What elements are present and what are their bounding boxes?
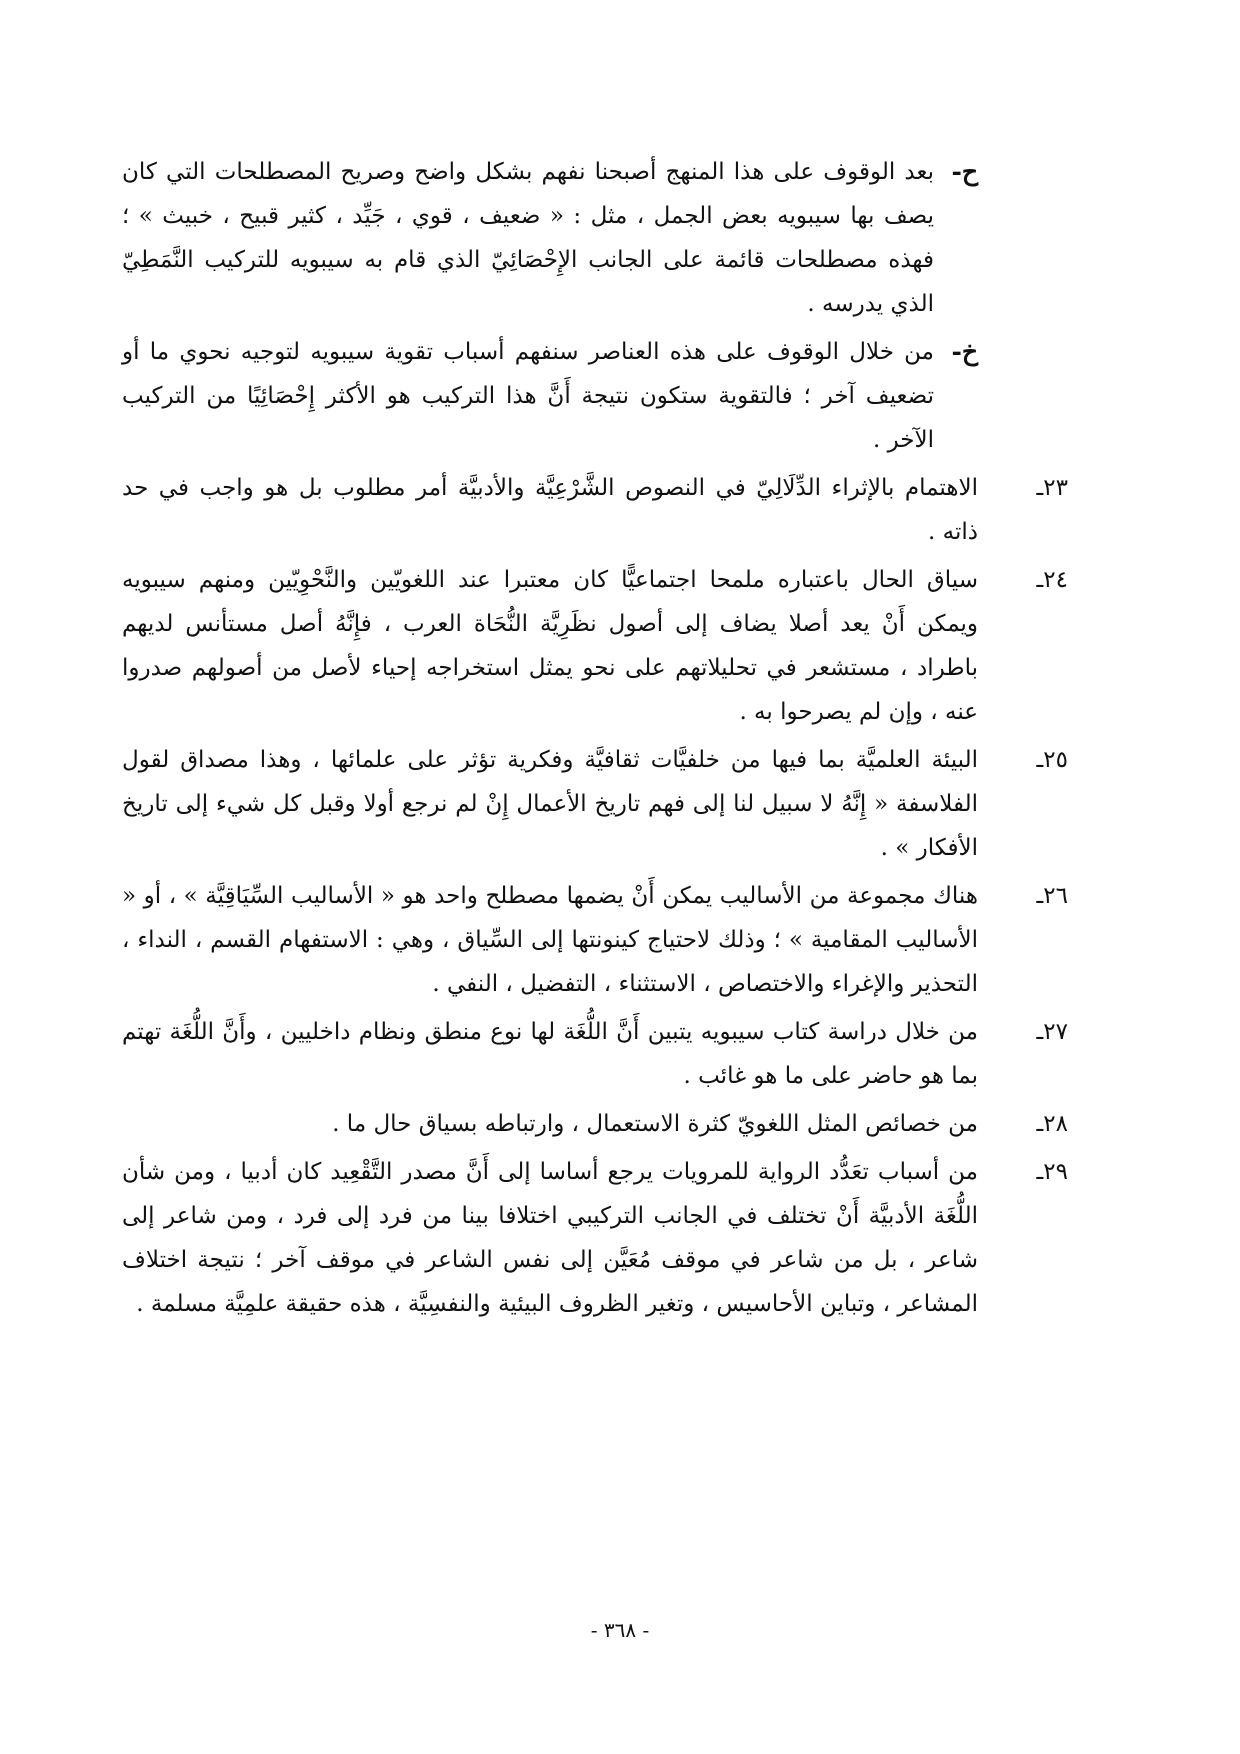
list-item-29 — [122, 1150, 1068, 1326]
item-text: من خلال الوقوف على هذه العناصر سنفهم أسباب تقوية سيبويه لتوجيه نحوي ما أو تضعيف آخر ؛ فالتقوية ستكون نتيجة أَنَّ هذا التركيب هو الأكثر إِحْصَائِيًا من التركيب الآخر . — [122, 339, 934, 453]
item-marker: ٢٧ـ — [1036, 1019, 1068, 1045]
item-marker: ح- — [951, 157, 978, 186]
item-marker: ٢٦ـ — [1036, 883, 1068, 909]
item-text: من خصائص المثل اللغويّ كثرة الاستعمال ، وارتباطه بسياق حال ما . — [332, 1111, 978, 1137]
item-text: البيئة العلميَّة بما فيها من خلفيَّات ثقافيَّة وفكرية تؤثر على علمائها ، وهذا مصداق لقول الفلاسفة « إِنَّهُ لا سبيل لنا إلى فهم تاريخ الأعمال إِنْ لم نرجع أولا وقبل كل شيء إلى تاريخ الأفكار » . — [122, 747, 978, 861]
item-marker: ٢٤ـ — [1036, 567, 1068, 593]
item-marker: ٢٩ـ — [1036, 1159, 1068, 1185]
list-item-23 — [122, 466, 1068, 554]
list-item-26 — [122, 874, 1068, 1006]
list-item-kha — [122, 330, 978, 462]
list-item-24 — [122, 558, 1068, 734]
item-text: من أسباب تعَدُّد الرواية للمرويات يرجع أساسا إلى أَنَّ مصدر التَّقْعِيد كان أدبيا ، ومن شأن اللُّغَة الأدبيَّة أَنْ تختلف في الجانب التركيبي اختلافا بينا من فرد إلى فرد ، ومن شاعر إلى شاعر ، بل من شاعر في موقف مُعَيَّن إلى نفس الشاعر في موقف آخر ؛ نتيجة اختلاف المشاعر ، وتباين الأحاسيس ، وتغير الظروف البيئية والنفسِيَّة ، هذه حقيقة علمِيَّة مسلمة . — [122, 1159, 978, 1317]
item-marker: ٢٣ـ — [1036, 475, 1068, 501]
page-number: - ٣٦٨ - — [590, 1618, 650, 1642]
item-text: الاهتمام بالإثراء الدِّلَالِيّ في النصوص الشَّرْعِيَّة والأدبيَّة أمر مطلوب بل هو واجب في حد ذاته . — [122, 475, 979, 545]
list-item-28 — [122, 1102, 1068, 1146]
list-item-25 — [122, 738, 1068, 870]
item-marker: ٢٨ـ — [1036, 1111, 1068, 1137]
list-item-27 — [122, 1010, 1068, 1098]
page-content — [122, 150, 1068, 1326]
item-marker: خ- — [951, 337, 978, 366]
list-item-ha — [122, 150, 978, 326]
item-text: من خلال دراسة كتاب سيبويه يتبين أَنَّ اللُّغَة لها نوع منطق ونظام داخليين ، وأَنَّ اللُّغَة تهتم بما هو حاضر على ما هو غائب . — [122, 1019, 978, 1089]
item-text: هناك مجموعة من الأساليب يمكن أَنْ يضمها مصطلح واحد هو « الأساليب السِّيَاقِيَّة » ، أو « الأساليب المقامية » ؛ وذلك لاحتياج كينونتها إلى السِّياق ، وهي : الاستفهام القسم ، النداء ، التحذير والإغراء والاختصاص ، الاستثناء ، التفضيل ، النفي . — [122, 883, 978, 997]
item-text: بعد الوقوف على هذا المنهج أصبحنا نفهم بشكل واضح وصريح المصطلحات التي كان يصف بها سيبويه بعض الجمل ، مثل : « ضعيف ، قوي ، جَيِّد ، كثير قبيح ، خبيث » ؛ فهذه مصطلحات قائمة على الجانب الإِحْصَائِيّ الذي قام به سيبويه للتركيب النَّمَطِيّ الذي يدرسه . — [122, 159, 934, 317]
item-marker: ٢٥ـ — [1036, 747, 1068, 773]
item-text: سياق الحال باعتباره ملمحا اجتماعيًّا كان معتبرا عند اللغويّين والنَّحْوِيّين ومنهم سيبويه ويمكن أَنْ يعد أصلا يضاف إلى أصول نظَرِيَّة النُّحَاة العرب ، فإِنَّهُ أصل مستأنس لديهم باطراد ، مستشعر في تحليلاتهم على نحو يمثل استخراجه إحياء لأصل من أصولهم صدروا عنه ، وإن لم يصرحوا به . — [122, 567, 978, 725]
